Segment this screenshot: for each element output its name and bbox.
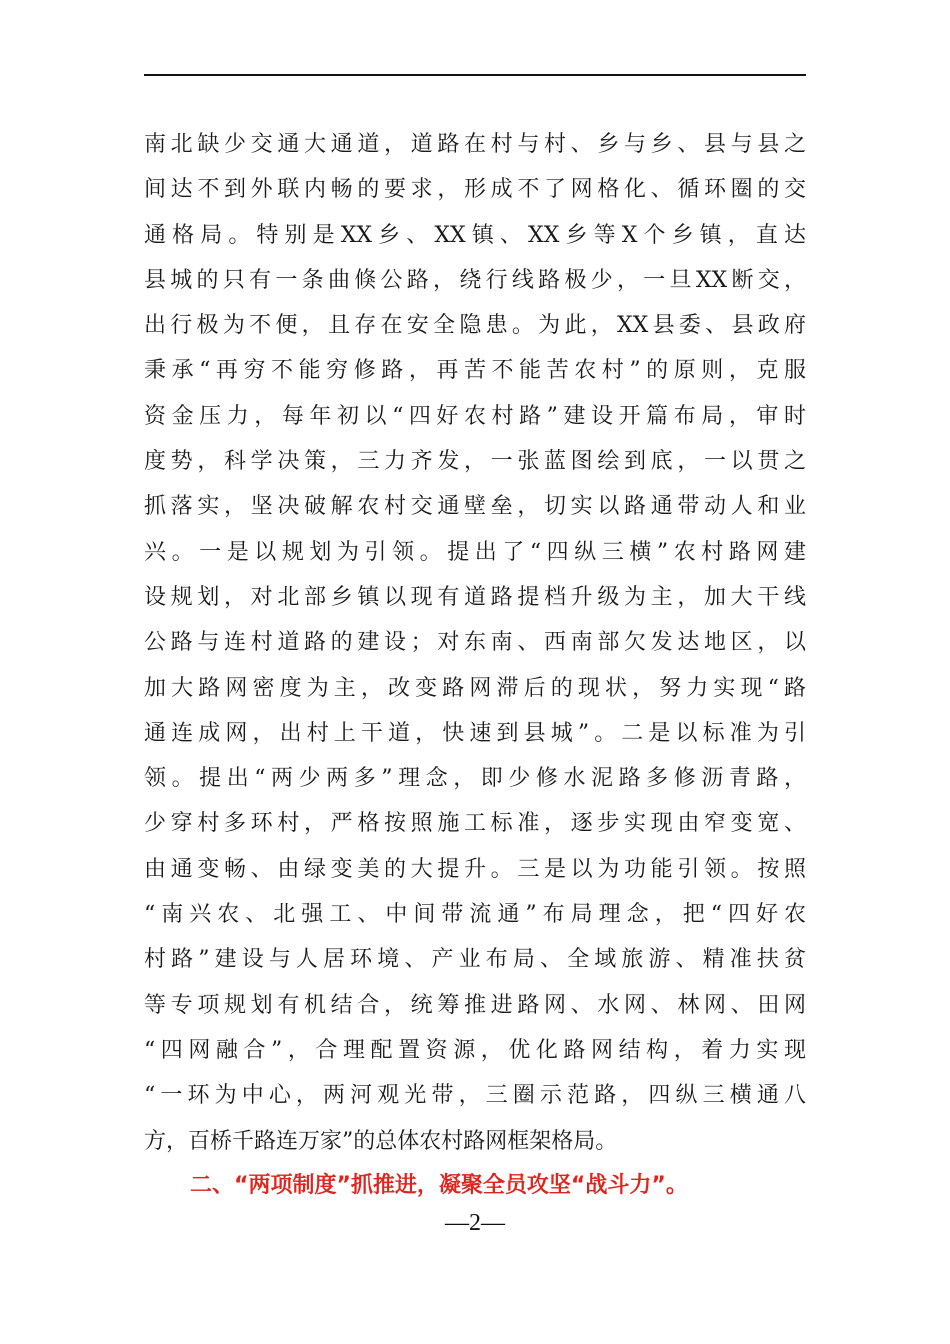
body-line-19: 村路”建设与人居环境、产业布局、全域旅游、精准扶贫 <box>144 947 806 973</box>
body-line-11: 设规划，对北部乡镇以现有道路提档升级为主，加大干线 <box>144 584 806 610</box>
body-line-6: 秉承“再穷不能穷修路，再苦不能苦农村”的原则，克服 <box>144 358 806 384</box>
body-line-16: 少穿村多环村，严格按照施工标准，逐步实现由窄变宽、 <box>144 811 806 837</box>
body-line-17: 由通变畅、由绿变美的大提升。三是以为功能引领。按照 <box>144 856 806 882</box>
body-line-2: 间达不到外联内畅的要求，形成不了网格化、循环圈的交 <box>144 177 806 203</box>
body-line-18: “南兴农、北强工、中间带流通”布局理念，把“四好农 <box>144 902 806 928</box>
document-body <box>144 122 806 1164</box>
body-line-15: 领。提出“两少两多”理念，即少修水泥路多修沥青路， <box>144 766 806 792</box>
body-line-1: 南北缺少交通大通道，道路在村与村、乡与乡、县与县之 <box>144 132 806 157</box>
section-heading: 二、“两项制度”抓推进，凝聚全员攻坚“战斗力”。 <box>190 1173 688 1198</box>
body-line-5: 出行极为不便，且存在安全隐患。为此，XX县委、县政府 <box>144 313 806 339</box>
body-line-13: 加大路网密度为主，改变路网滞后的现状，努力实现“路 <box>144 675 806 701</box>
body-line-7: 资金压力，每年初以“四好农村路”建设开篇布局，审时 <box>144 403 806 429</box>
body-line-22: “一环为中心，两河观光带，三圈示范路，四纵三横通八 <box>144 1083 806 1109</box>
body-line-4: 县城的只有一条曲倏公路，绕行线路极少，一旦XX断交， <box>144 267 806 293</box>
body-line-9: 抓落实，坚决破解农村交通壁垒，切实以路通带动人和业 <box>144 494 806 520</box>
body-line-3: 通格局。特别是XX乡、XX镇、XX乡等X个乡镇，直达 <box>144 222 806 248</box>
body-line-21: “四网融合”，合理配置资源，优化路网结构，着力实现 <box>144 1037 806 1063</box>
page-number: —2— <box>445 1210 505 1236</box>
body-line-14: 通连成网，出村上干道，快速到县城”。二是以标准为引 <box>144 720 806 746</box>
header-rule <box>144 74 806 76</box>
body-line-23: 方，百桥千路连万家”的总体农村路网框架格局。 <box>144 1128 618 1154</box>
body-line-10: 兴。一是以规划为引领。提出了“四纵三横”农村路网建 <box>144 539 806 565</box>
body-line-12: 公路与连村道路的建设；对东南、西南部欠发达地区，以 <box>144 630 806 656</box>
body-line-8: 度势，科学决策，三力齐发，一张蓝图绘到底，一以贯之 <box>144 449 806 475</box>
body-line-20: 等专项规划有机结合，统筹推进路网、水网、林网、田网 <box>144 992 806 1018</box>
